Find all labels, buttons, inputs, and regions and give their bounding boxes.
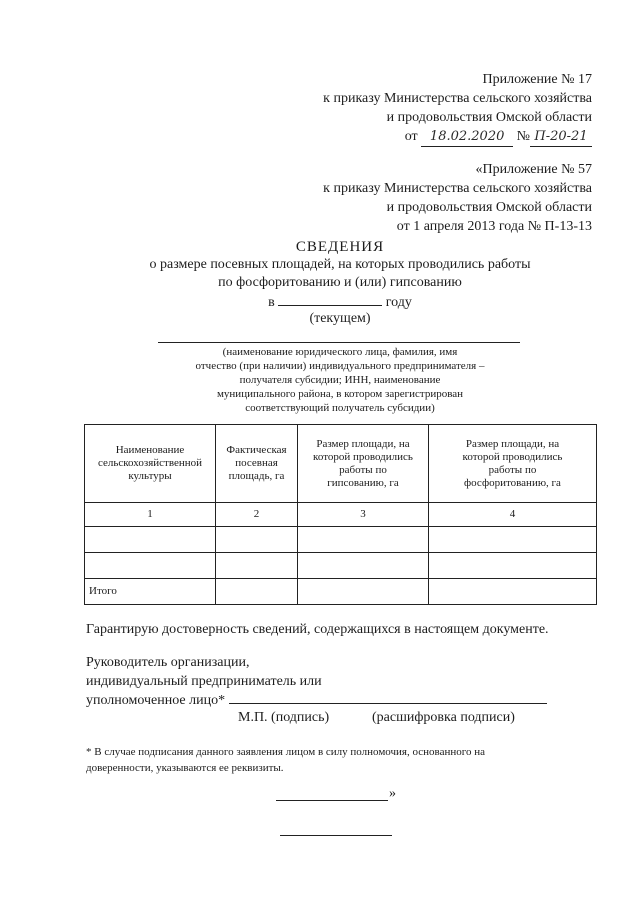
appendix-57-block <box>323 160 592 236</box>
table-cell[interactable] <box>216 527 298 553</box>
recipient-note-1: (наименование юридического лица, фамилия, имя <box>222 346 458 358</box>
appendix-57-ministry: и продовольствия Омской области <box>386 200 592 215</box>
signature-field[interactable] <box>229 691 547 704</box>
document-subtitle-2: по фосфоритованию и (или) гипсованию <box>218 275 462 290</box>
signature-decode-label: (расшифровка подписи) <box>372 710 515 725</box>
table-number-row <box>85 503 597 527</box>
signature-block <box>86 653 547 710</box>
header-phosphorite-area: Размер площади, на которой проводились работы по фосфоритованию, га <box>429 425 597 503</box>
recipient-note-2: отчество (при наличии) индивидуального предпринимателя – <box>195 360 485 372</box>
signature-line-2: индивидуальный предприниматель или <box>86 674 322 689</box>
table-cell[interactable] <box>298 553 429 579</box>
table-cell[interactable] <box>298 579 429 605</box>
column-number: 2 <box>216 503 298 527</box>
footnote-line-1: * В случае подписания данного заявления лицом в силу полномочия, основанного на <box>86 746 485 758</box>
table-cell[interactable] <box>85 527 216 553</box>
table-cell[interactable] <box>216 553 298 579</box>
recipient-note-5: соответствующий получатель субсидии) <box>245 402 435 414</box>
document-heading: СВЕДЕНИЯ <box>295 239 385 255</box>
closing-line <box>276 800 388 801</box>
year-note: (текущем) <box>309 311 371 326</box>
year-suffix: году <box>385 295 412 310</box>
number-value: П-20-21 <box>530 127 592 147</box>
column-number: 1 <box>85 503 216 527</box>
appendix-57-title: «Приложение № 57 <box>475 162 592 177</box>
signature-line-1: Руководитель организации, <box>86 655 250 670</box>
bottom-line <box>280 835 392 836</box>
number-prefix: № <box>516 129 530 144</box>
table-total-row <box>85 579 597 605</box>
appendix-17-block <box>323 70 592 147</box>
footnote-line-2: доверенности, указываются ее реквизиты. <box>86 762 284 774</box>
table-cell[interactable] <box>216 579 298 605</box>
recipient-line <box>158 342 520 343</box>
table-cell[interactable] <box>298 527 429 553</box>
date-prefix: от <box>404 129 418 144</box>
header-sown-area: Фактическая посевная площадь, га <box>216 425 298 503</box>
table-cell[interactable] <box>429 527 597 553</box>
closing-quote: » <box>389 786 396 801</box>
header-crop: Наименование сельскохозяйственной культуры <box>85 425 216 503</box>
appendix-17-ministry: и продовольствия Омской области <box>386 110 592 125</box>
table-cell[interactable] <box>429 553 597 579</box>
total-label: Итого <box>85 579 216 605</box>
column-number: 3 <box>298 503 429 527</box>
signature-line-3: уполномоченное лицо* <box>86 691 547 710</box>
table-cell[interactable] <box>429 579 597 605</box>
column-number: 4 <box>429 503 597 527</box>
appendix-17-date-line <box>323 127 592 147</box>
table-row <box>85 553 597 579</box>
table-header-row <box>85 425 597 503</box>
recipient-note-3: получателя субсидии; ИНН, наименование <box>239 374 441 386</box>
appendix-17-order: к приказу Министерства сельского хозяйства <box>323 91 592 106</box>
table-row <box>85 527 597 553</box>
date-value: 18.02.2020 <box>421 127 513 147</box>
year-prefix: в <box>268 295 275 310</box>
table-cell[interactable] <box>85 553 216 579</box>
recipient-note <box>0 345 640 415</box>
guarantee-statement: Гарантирую достоверность сведений, содержащихся в настоящем документе. <box>86 622 549 637</box>
year-line <box>0 293 640 311</box>
header-gypsum-area: Размер площади, на которой проводились работы по гипсованию, га <box>298 425 429 503</box>
stamp-signature-label: М.П. (подпись) <box>238 710 330 725</box>
appendix-57-order: к приказу Министерства сельского хозяйства <box>323 181 592 196</box>
recipient-note-4: муниципального района, в котором зарегистрирован <box>216 388 464 400</box>
footnote <box>86 744 591 776</box>
appendix-17-title: Приложение № 17 <box>482 72 592 87</box>
data-table <box>84 424 597 605</box>
year-input-line <box>278 293 382 306</box>
appendix-57-date: от 1 апреля 2013 года № П-13-13 <box>396 219 592 234</box>
document-subtitle-1: о размере посевных площадей, на которых проводились работы <box>149 257 531 272</box>
